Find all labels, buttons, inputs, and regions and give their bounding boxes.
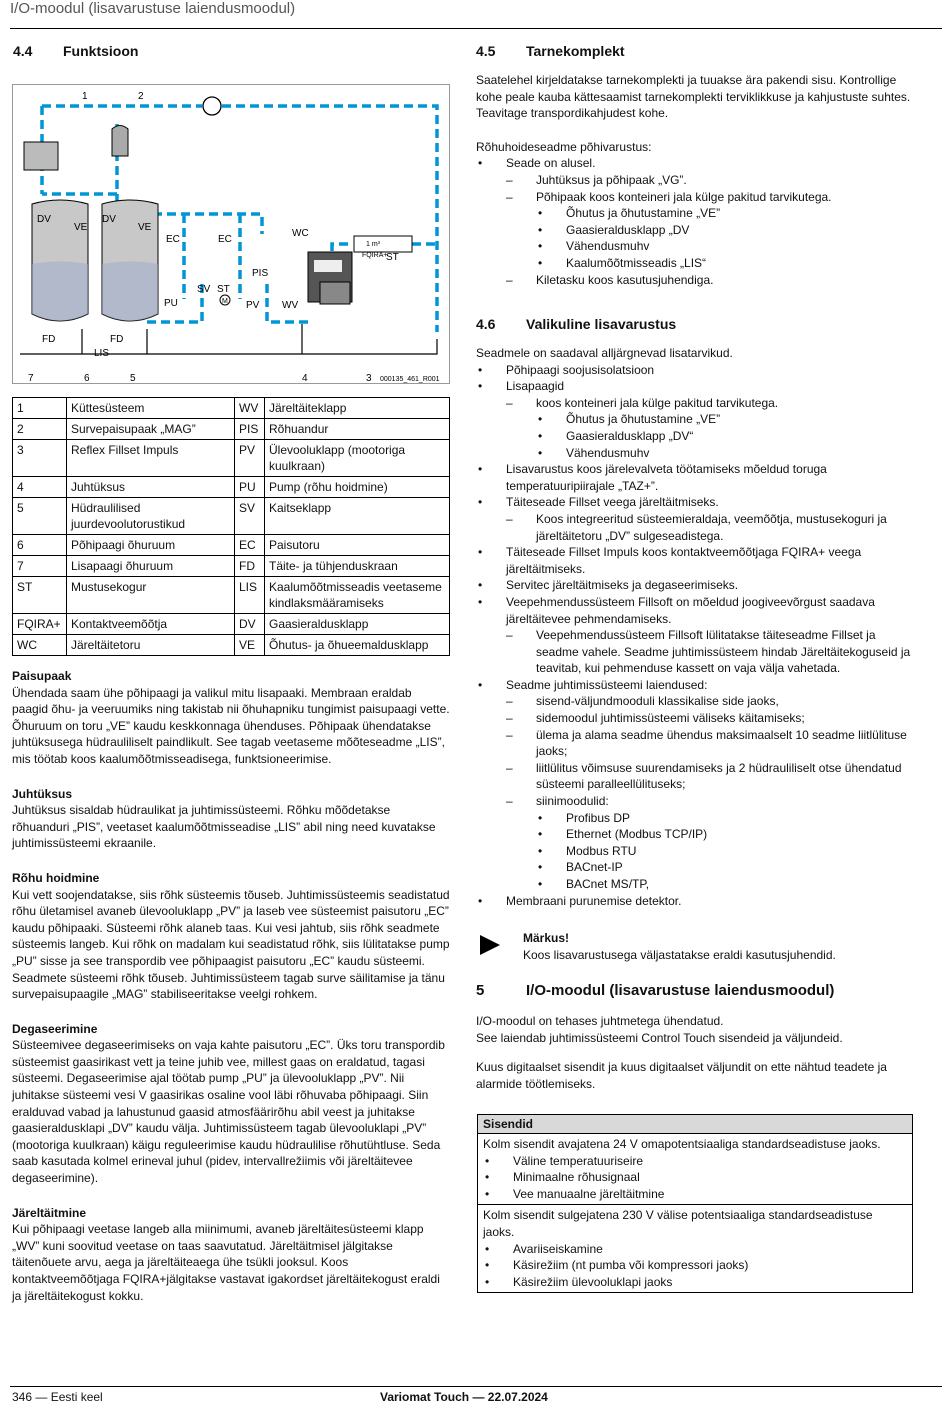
- legend-row: [13, 440, 450, 477]
- footer-doc: Variomat Touch — 22.07.2024: [380, 1390, 548, 1404]
- diagram-label-pv: PV: [246, 300, 260, 311]
- legend-cell-v2: Õhutus- ja õhueemaldusklapp: [265, 635, 450, 656]
- inputs-box: [477, 1114, 913, 1293]
- diagram-label-dv2: DV: [102, 214, 116, 225]
- legend-cell-k1: 1: [13, 398, 67, 419]
- legend-row: [13, 419, 450, 440]
- list-item: – sidemoodul juhtimissüsteemi väliseks käitamiseks;: [506, 710, 916, 727]
- list-item: • Vee manuaalne järeltäitmine: [483, 1186, 907, 1203]
- legend-cell-k2: FD: [235, 556, 265, 577]
- legend-cell-v2: Rõhuandur: [265, 419, 450, 440]
- list-item: • Ethernet (Modbus TCP/IP): [536, 826, 916, 843]
- list-item: – Veepehmendussüsteem Fillsoft lülitatakse täiteseadme Fillset ja seadme vahele. Seadme juhtimissüsteem hindab Järeltäitekoguseid ja teavitab, kui pehmenduse kassett on vaja välja vahetada.: [506, 627, 916, 677]
- note-title: Märkus!: [523, 931, 570, 945]
- legend-cell-v2: Kaalumõõtmisseadis veetaseme kindlaksmääramiseks: [265, 577, 450, 614]
- legend-cell-k1: ST: [13, 577, 67, 614]
- legend-cell-k2: WV: [235, 398, 265, 419]
- function-text: [12, 668, 450, 1304]
- list-item: • Väline temperatuuriseire: [483, 1153, 907, 1170]
- diagram-label-pis: PIS: [252, 268, 269, 279]
- list-item: – Juhtüksus ja põhipaak „VG”.: [506, 172, 916, 189]
- diagram-label-m3: 1 m³: [366, 241, 380, 248]
- list-item: • Minimaalne rõhusignaal: [483, 1169, 907, 1186]
- legend-cell-v1: Hüdraulilised juurdevoolutorustikud: [67, 498, 235, 535]
- running-header: I/O-moodul (lisavarustuse laiendusmoodul): [10, 0, 296, 17]
- note-arrow-icon: [478, 933, 502, 957]
- section-heading-5: 5 I/O-moodul (lisavarustuse laiendusmoodul): [476, 982, 835, 999]
- legend-cell-k1: 2: [13, 419, 67, 440]
- list-item: • Täiteseade Fillset Impuls koos kontaktveemõõtjaga FQIRA+ veega järeltäitmiseks.: [476, 544, 916, 577]
- list-item: • Veepehmendussüsteem Fillsoft on mõeldud joogiveevõrgust saadava järeltäitevee pehmendamiseks. – Veepehmendussüsteem Fillsoft lülitatakse täiteseadme Fillset ja seadme vahele. Seadme juhtimissüsteem hindab Järeltäitekoguseid ja teavitab, kui pehmenduse kassett on vaja välja vahetada.: [476, 594, 916, 677]
- list-item: • Gaasieraldusklapp „DV: [536, 222, 916, 239]
- optional-intro: Seadmele on saadaval alljärgnevad lisatarvikud.: [476, 346, 733, 360]
- diagram-label-dv1: DV: [37, 214, 51, 225]
- delivery-intro: Saatelehel kirjeldatakse tarnekomplekti ja tuuakse ära pakendi sisu. Kontrollige kohe peale kauba kättesaamist tarnekomplekti terviklikkuse ja kahjustuste suhtes. Teavitage transpordikahjudest kohe.: [476, 73, 911, 121]
- diagram-label-4: 4: [302, 373, 308, 384]
- legend-cell-v1: Järeltäitetoru: [67, 635, 235, 656]
- list-item: • Modbus RTU: [536, 843, 916, 860]
- delivery-kit-title: Rõhuhoideseadme põhivarustus:: [476, 139, 652, 154]
- diagram-label-fd2: FD: [110, 334, 124, 345]
- io-paragraph-1: I/O-moodul on tehases juhtmetega ühendatud.: [476, 1014, 724, 1028]
- legend-row: [13, 614, 450, 635]
- legend-cell-k2: SV: [235, 498, 265, 535]
- list-item: • Membraani purunemise detektor.: [476, 893, 916, 910]
- legend-cell-k2: PU: [235, 477, 265, 498]
- list-item: • BACnet-IP: [536, 859, 916, 876]
- list-item: • Käsirežiim ülevooluklapi jaoks: [483, 1274, 907, 1291]
- legend-cell-v1: Lisapaagi õhuruum: [67, 556, 235, 577]
- legend-cell-k2: PIS: [235, 419, 265, 440]
- legend-table: [12, 397, 450, 656]
- note-text: Koos lisavarustusega väljastatakse eraldi kasutusjuhendid.: [523, 947, 836, 962]
- paragraph-degaseerimine: Süsteemivee degaseerimiseks on vaja kahte paisutoru „EC”. Üks toru transpordib süsteemist gaasirikast vett ja teine juhib vee, millest gaas on eraldatud, tagasi süsteemi. Degaseerimise ajal töötab pump „PU” ja ülevooluklapp „PV”. Nii juhitakse süsteemi vesi V gaasirikas osaline vool läbi rõhuvaba põhipaagi. Siin eralduvad vabad ja lahustunud gaasid atmosfäärirõhu abil veest ja juhitakse gaasieraldusklapi „DV” kaudu välja. Juhtimissüsteem tagab ülevooluklapi „PV” (mootoriga kuulkraan) käigu reguleerimise kaudu hüdraulilise rõhutühtluse. Seda saab kasutada kolmel erineval juhul (pidev, intervallrežiimis või järeltäitevee degaseerimine).: [12, 1038, 445, 1186]
- legend-row: [13, 398, 450, 419]
- legend-cell-k1: 7: [13, 556, 67, 577]
- legend-row: [13, 498, 450, 535]
- list-item: – siinimoodulid: • Profibus DP • Ethernet (Modbus TCP/IP) • Modbus RTU • BACnet-IP • BACnet MS/TP,: [506, 793, 916, 893]
- list-item: – liitlülitus võimsuse suurendamiseks ja 2 hüdrauliliselt otse ühendatud süsteemi paralleellülituseks;: [506, 760, 916, 793]
- legend-cell-k1: 6: [13, 535, 67, 556]
- diagram-label-fqira: FQIRA+: [362, 252, 388, 259]
- legend-cell-v1: Mustusekogur: [67, 577, 235, 614]
- list-item: – ülema ja alama seadme ühendus maksimaalselt 10 seadme liitlülituse jaoks;: [506, 727, 916, 760]
- list-item: • BACnet MS/TP,: [536, 876, 916, 893]
- legend-cell-v2: Gaasieraldusklapp: [265, 614, 450, 635]
- legend-row: [13, 577, 450, 614]
- diagram-label-lis: LIS: [94, 348, 110, 359]
- legend-cell-k1: WC: [13, 635, 67, 656]
- diagram-label-sv: SV: [197, 284, 211, 295]
- legend-row: [13, 535, 450, 556]
- list-item: – Põhipaak koos konteineri jala külge pakitud tarvikutega. • Õhutus ja õhutustamine „VE” • Gaasieraldusklapp „DV • Vähendusmuhv • Kaalumõõtmisseadis „LIS“: [506, 189, 916, 272]
- optional-equipment-text: [476, 345, 916, 909]
- list-item: • Avariiseiskamine: [483, 1241, 907, 1258]
- legend-cell-k1: FQIRA+: [13, 614, 67, 635]
- diagram-label-st: ST: [217, 284, 230, 295]
- diagram-label-st2: ST: [386, 252, 399, 263]
- footer-page: 346 — Eesti keel: [12, 1390, 103, 1404]
- legend-cell-v1: Juhtüksus: [67, 477, 235, 498]
- delivery-text: [476, 72, 916, 288]
- list-item: • Õhutus ja õhutustamine „VE”: [536, 205, 916, 222]
- subheading-paisupaak: Paisupaak: [12, 669, 72, 683]
- legend-cell-v2: Järeltäiteklapp: [265, 398, 450, 419]
- legend-cell-k2: PV: [235, 440, 265, 477]
- list-item: – koos konteineri jala külge pakitud tarvikutega. • Õhutus ja õhutustamine „VE” • Gaasieraldusklapp „DV“ • Vähendusmuhv: [506, 395, 916, 461]
- footer-rule: [10, 1386, 942, 1387]
- legend-cell-v1: Küttesüsteem: [67, 398, 235, 419]
- legend-row: [13, 477, 450, 498]
- diagram-label-ve2: VE: [138, 222, 152, 233]
- diagram-label-ec2: EC: [218, 234, 232, 245]
- list-item: • Täiteseade Fillset veega järeltäitmiseks. – Koos integreeritud süsteemieraldaja, veemõõtja, mustusekoguri ja järeltäitetoru „DV” sulgeseadistega.: [476, 494, 916, 544]
- diagram-code: 000135_461_R001: [380, 376, 440, 383]
- list-item: • Vähendusmuhv: [536, 445, 916, 462]
- legend-cell-v2: Kaitseklapp: [265, 498, 450, 535]
- legend-cell-k2: LIS: [235, 577, 265, 614]
- paragraph-paisupaak: Ühendada saam ühe põhipaagi ja valikul mitu lisapaaki. Membraan eraldab paagid õhu- ja veeruumiks ning takistab nii õhuhapniku tungimist paisupaagi vette. Õhuruum on toru „VE” kaudu keskkonnaga ühenduses. Põhipaak ühendatakse juhtüksusega hüdrauliliselt paindlikult. See tagab veetaseme mõõteseadme „LIS”, mis töötab koos kaalumõõtmisseadisega, funktsioneerimise.: [12, 685, 450, 766]
- diagram-label-1: 1: [82, 91, 88, 102]
- subheading-juhtyksus: Juhtüksus: [12, 786, 73, 801]
- inputs-group-1: Kolm sisendit avajatena 24 V omapotentsiaaliga standardseadistuse jaoks. • Väline temperatuuriseire • Minimaalne rõhusignaal • Vee manuaalne järeltäitmine: [478, 1134, 912, 1204]
- diagram-label-wc: WC: [292, 228, 309, 239]
- list-item: • Kaalumõõtmisseadis „LIS“: [536, 255, 916, 272]
- diagram-label-fd1: FD: [42, 334, 56, 345]
- diagram-label-ec1: EC: [166, 234, 180, 245]
- diagram-label-7: 7: [28, 373, 34, 384]
- list-item: – Koos integreeritud süsteemieraldaja, veemõõtja, mustusekoguri ja järeltäitetoru „DV” sulgeseadistega.: [506, 511, 916, 544]
- io-module-text: [476, 1013, 916, 1092]
- paragraph-juhtyksus: Juhtüksus sisaldab hüdraulikat ja juhtimissüsteemi. Rõhku mõõdetakse rõhuanduri „PIS”, veetaset kaalumõõtmisseadise „LIS” abil ning need kuvatakse juhtimissüsteemi ekraanile.: [12, 803, 436, 851]
- list-item: • Seade on alusel. – Juhtüksus ja põhipaak „VG”. – Põhipaak koos konteineri jala külge pakitud tarvikutega. • Õhutus ja õhutustamine „VE” • Gaasieraldusklapp „DV • Vähendusmuhv • Kaalumõõtmisseadis „LIS“ – Kiletasku koos kasutusjuhendiga.: [476, 155, 916, 288]
- diagram-label-6: 6: [84, 373, 90, 384]
- section-heading-4-4: 4.4 Funktsioon: [13, 43, 139, 59]
- list-item: • Seadme juhtimissüsteemi laiendused: – sisend-väljundmooduli klassikalise side jaoks, – sidemoodul juhtimissüsteemi väliseks käitamiseks; – ülema ja alama seadme ühendus maksimaalselt 10 seadme liitlülituse jaoks; – liitlülitus võimsuse suurendamiseks ja 2 hüdrauliliselt otse ühendatud süsteemi paralleellülituseks; – siinimoodulid: • Profibus DP • Ethernet (Modbus TCP/IP) • Modbus RTU • BACnet-IP • BACnet MS/TP,: [476, 677, 916, 893]
- diagram-label-ve1: VE: [74, 222, 88, 233]
- diagram-label-2: 2: [138, 91, 144, 102]
- legend-cell-k1: 5: [13, 498, 67, 535]
- diagram-label-5: 5: [130, 373, 136, 384]
- inputs-box-heading: Sisendid: [478, 1115, 912, 1134]
- header-rule: [10, 28, 942, 29]
- subheading-rohu-hoidmine: Rõhu hoidmine: [12, 870, 100, 885]
- legend-cell-v2: Ülevooluklapp (mootoriga kuulkraan): [265, 440, 450, 477]
- list-item: • Lisapaagid – koos konteineri jala külge pakitud tarvikutega. • Õhutus ja õhutustamine „VE” • Gaasieraldusklapp „DV“ • Vähendusmuhv: [476, 378, 916, 461]
- list-item: • Vähendusmuhv: [536, 238, 916, 255]
- legend-cell-k2: VE: [235, 635, 265, 656]
- legend-cell-v1: Reflex Fillset Impuls: [67, 440, 235, 477]
- legend-cell-v2: Paisutoru: [265, 535, 450, 556]
- list-item: • Õhutus ja õhutustamine „VE”: [536, 411, 916, 428]
- subheading-jareltaitmine: Järeltäitmine: [12, 1205, 87, 1220]
- legend-cell-k2: EC: [235, 535, 265, 556]
- legend-cell-k2: DV: [235, 614, 265, 635]
- paragraph-rohu-hoidmine: Kui vett soojendatakse, siis rõhk süsteemis tõuseb. Juhtimissüsteemis seadistatud rõhu ületamisel avaneb ülevooluklapp „PV” ja laseb vee süsteemist paisutoru „EC” kaudu põhipaaki. Süsteemi rõhk alaneb taas. Kui vesi jahtub, siis rõhk seadmete süsteemis langeb. Kui rõhk on madalam kui seadistatud rõhk, siis lülitatakse pump „PU” sisse ja see transpordib vee põhipaagist paisutoru „EC” kaudu süsteemi. Seadmete süsteemi rõhk tõuseb. Juhtimissüsteem tagab surve säilitamise ja tänu survepaisupaagile „MAG” stabiliseeritakse veelgi rohkem.: [12, 887, 450, 1002]
- list-item: • Servitec järeltäitmiseks ja degaseerimiseks.: [476, 577, 916, 594]
- list-item: • Lisavarustus koos järelevalveta töötamiseks mõeldud toruga temperatuuripiirajale „TAZ+”.: [476, 461, 916, 494]
- io-paragraph-3: Kuus digitaalset sisendit ja kuus digitaalset väljundit on ette nähtud teadete ja alarmide töötlemiseks.: [476, 1060, 887, 1091]
- legend-cell-v1: Survepaisupaak „MAG”: [67, 419, 235, 440]
- inputs-group-2: Kolm sisendit sulgejatena 230 V välise potentsiaaliga standardseadistuse jaoks. • Avariiseiskamine • Käsirežiim (nt pumba või kompressori jaoks) • Käsirežiim ülevooluklapi jaoks: [478, 1204, 912, 1292]
- legend-cell-k1: 4: [13, 477, 67, 498]
- legend-row: [13, 635, 450, 656]
- legend-cell-v2: Pump (rõhu hoidmine): [265, 477, 450, 498]
- list-item: – sisend-väljundmooduli klassikalise side jaoks,: [506, 693, 916, 710]
- diagram-label-3: 3: [366, 373, 372, 384]
- list-item: • Põhipaagi soojusisolatsioon: [476, 362, 916, 379]
- diagram-label-wv: WV: [282, 300, 299, 311]
- subheading-degaseerimine: Degaseerimine: [12, 1021, 98, 1036]
- diagram-label-m: M: [222, 298, 228, 305]
- function-diagram: [12, 84, 450, 384]
- list-item: • Käsirežiim (nt pumba või kompressori jaoks): [483, 1257, 907, 1274]
- note: [523, 930, 923, 963]
- list-item: – Kiletasku koos kasutusjuhendiga.: [506, 272, 916, 289]
- list-item: • Profibus DP: [536, 810, 916, 827]
- diagram-label-pu: PU: [164, 298, 178, 309]
- legend-cell-v1: Põhipaagi õhuruum: [67, 535, 235, 556]
- io-paragraph-2: See laiendab juhtimissüsteemi Control Touch sisendeid ja väljundeid.: [476, 1030, 843, 1045]
- section-heading-4-6: 4.6 Valikuline lisavarustus: [476, 316, 677, 332]
- legend-cell-k1: 3: [13, 440, 67, 477]
- legend-row: [13, 556, 450, 577]
- paragraph-jareltaitmine: Kui põhipaagi veetase langeb alla miinimumi, avaneb järeltäitesüsteemi klapp „WV” kuni soovitud veetase on taas saavutatud. Järeltäitmisel jälgitakse täitenõuete arvu, aega ja järeltäiteaega ühe tsükli jooksul. Koos kontaktveemõõtjaga FQIRA+jälgitakse vastavat igakordset järeltäitekogust eraldi ja järeltäitekogust kokku.: [12, 1222, 440, 1303]
- list-item: • Gaasieraldusklapp „DV“: [536, 428, 916, 445]
- legend-cell-v2: Täite- ja tühjenduskraan: [265, 556, 450, 577]
- legend-cell-v1: Kontaktveemõõtja: [67, 614, 235, 635]
- section-heading-4-5: 4.5 Tarnekomplekt: [476, 43, 625, 59]
